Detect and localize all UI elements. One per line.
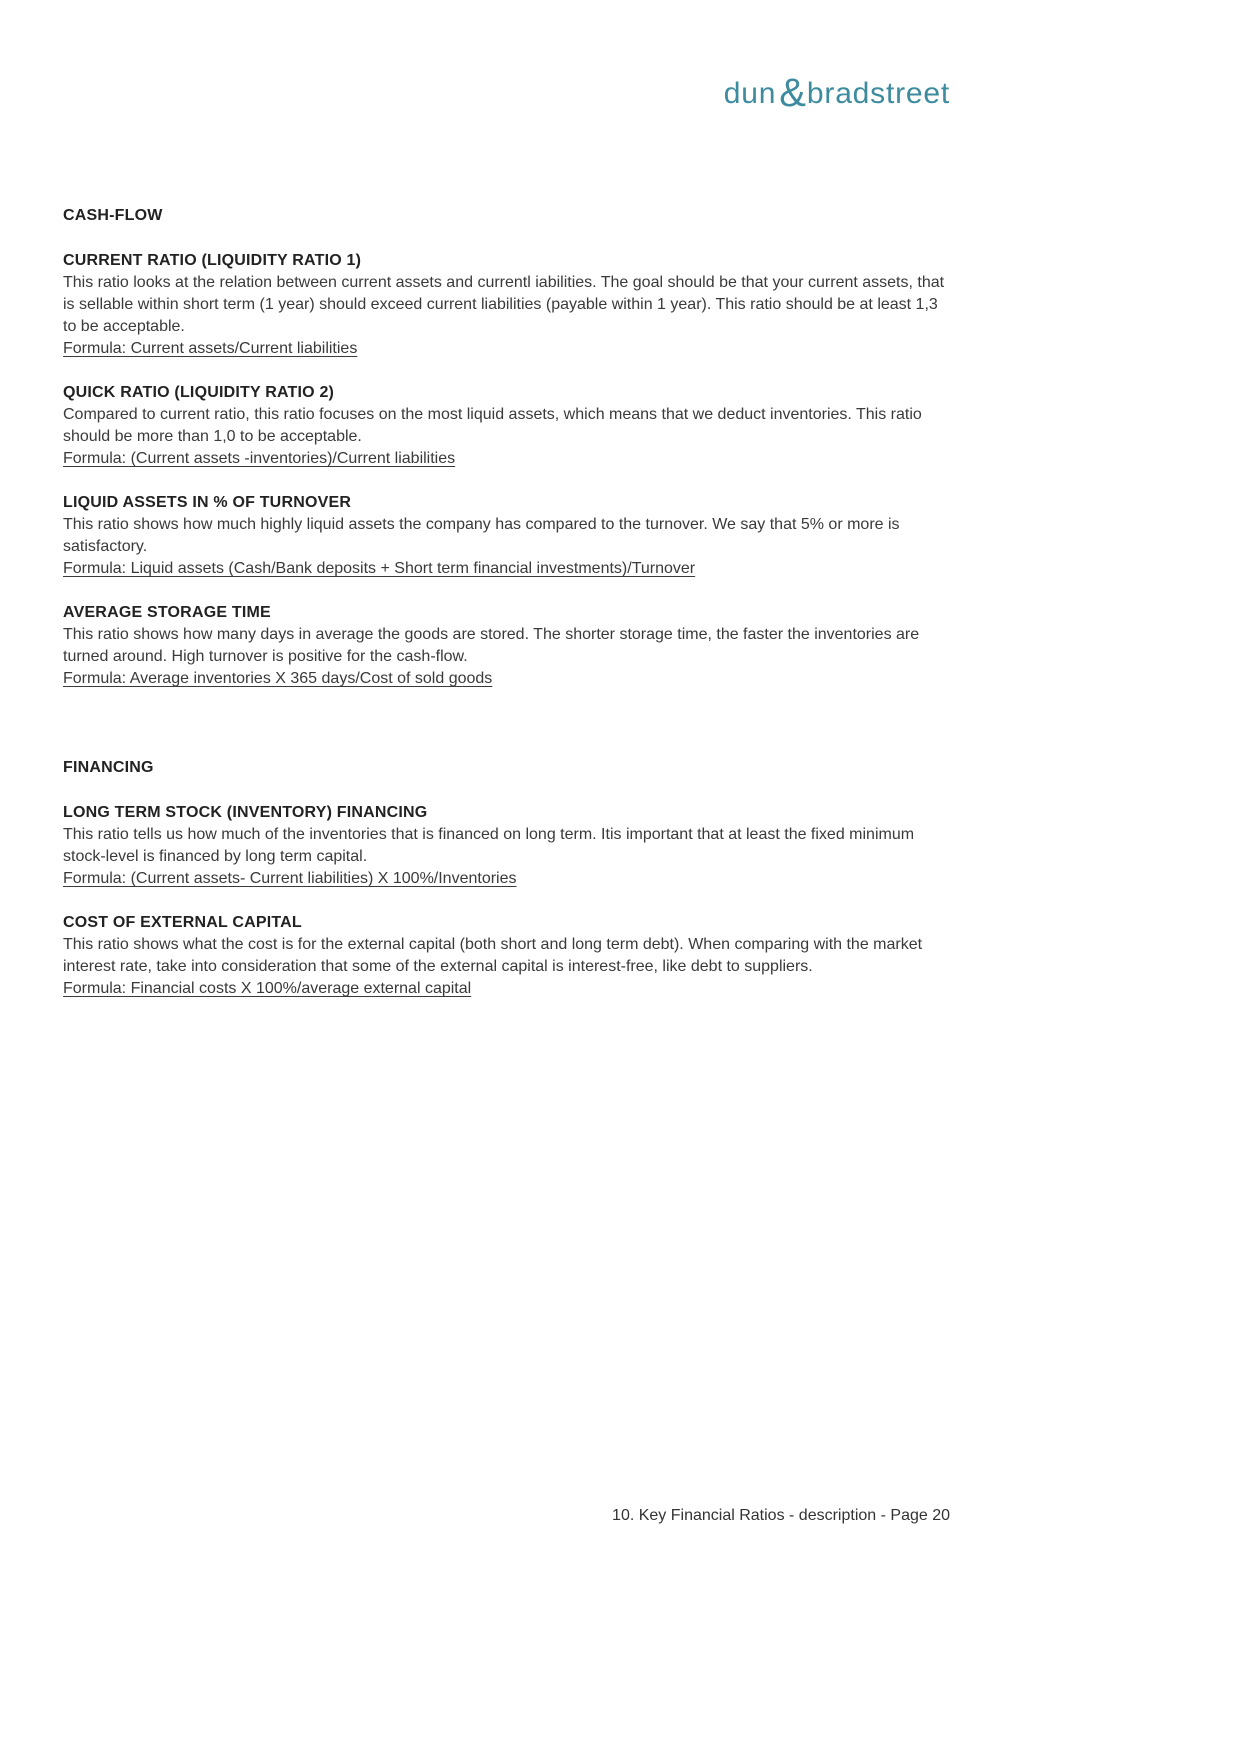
ratio-heading: AVERAGE STORAGE TIME: [63, 604, 271, 621]
section-cash-flow: [63, 205, 946, 690]
ratio-description: This ratio shows how many days in average the goods are stored. The shorter storage time, the faster the inventories are turned around. High turnover is positive for the cash-flow.: [63, 626, 920, 665]
ratio-heading: CURRENT RATIO (LIQUIDITY RATIO 1): [63, 252, 362, 269]
ratio-description: This ratio tells us how much of the inventories that is financed on long term. Itis important that at least the fixed minimum stock-level is financed by long term capital.: [63, 826, 915, 865]
footer-text: 10. Key Financial Ratios - description - Page 20: [612, 1507, 950, 1524]
dnb-logo: [63, 68, 950, 113]
ratio-formula: Formula: (Current assets -inventories)/Current liabilities: [63, 450, 456, 467]
ratio-formula: Formula: Average inventories X 365 days/Cost of sold goods: [63, 670, 493, 687]
ratio-heading: LONG TERM STOCK (INVENTORY) FINANCING: [63, 804, 428, 821]
ratio-formula: Formula: Liquid assets (Cash/Bank deposits + Short term financial investments)/Turnover: [63, 560, 696, 577]
ratio-cost-of-external-capital: [63, 912, 946, 1000]
ratio-description: Compared to current ratio, this ratio focuses on the most liquid assets, which means that we deduct inventories. This ratio should be more than 1,0 to be acceptable.: [63, 406, 922, 445]
page-footer: [63, 1505, 950, 1527]
logo-text-dun: dun: [723, 77, 777, 110]
ratio-heading: LIQUID ASSETS IN % OF TURNOVER: [63, 494, 352, 511]
ratio-current-ratio: [63, 250, 946, 360]
ratio-heading: COST OF EXTERNAL CAPITAL: [63, 914, 302, 931]
ratio-formula: Formula: Current assets/Current liabilities: [63, 340, 358, 357]
ratio-long-term-stock-financing: [63, 802, 946, 890]
logo-ampersand-icon: &: [779, 71, 806, 115]
ratio-formula: Formula: (Current assets- Current liabilities) X 100%/Inventories: [63, 870, 517, 887]
ratio-average-storage-time: [63, 602, 946, 690]
section-title-financing: FINANCING: [63, 759, 154, 776]
document-body: [63, 205, 946, 1022]
section-financing: [63, 757, 946, 1000]
ratio-description: This ratio shows how much highly liquid assets the company has compared to the turnover. We say that 5% or more is satisfactory.: [63, 516, 900, 555]
section-title-cash-flow: CASH-FLOW: [63, 207, 163, 224]
ratio-quick-ratio: [63, 382, 946, 470]
ratio-description: This ratio shows what the cost is for the external capital (both short and long term debt). When comparing with the market interest rate, take into consideration that some of the external capital is interest-free, like debt to suppliers.: [63, 936, 923, 975]
ratio-heading: QUICK RATIO (LIQUIDITY RATIO 2): [63, 384, 335, 401]
ratio-formula: Formula: Financial costs X 100%/average external capital: [63, 980, 472, 997]
ratio-liquid-assets: [63, 492, 946, 580]
ratio-description: This ratio looks at the relation between current assets and currentl iabilities. The goal should be that your current assets, that is sellable within short term (1 year) should exceed current liabilities (payable within 1 year). This ratio should be at least 1,3 to be acceptable.: [63, 274, 945, 335]
logo-text-bradstreet: bradstreet: [806, 77, 950, 110]
